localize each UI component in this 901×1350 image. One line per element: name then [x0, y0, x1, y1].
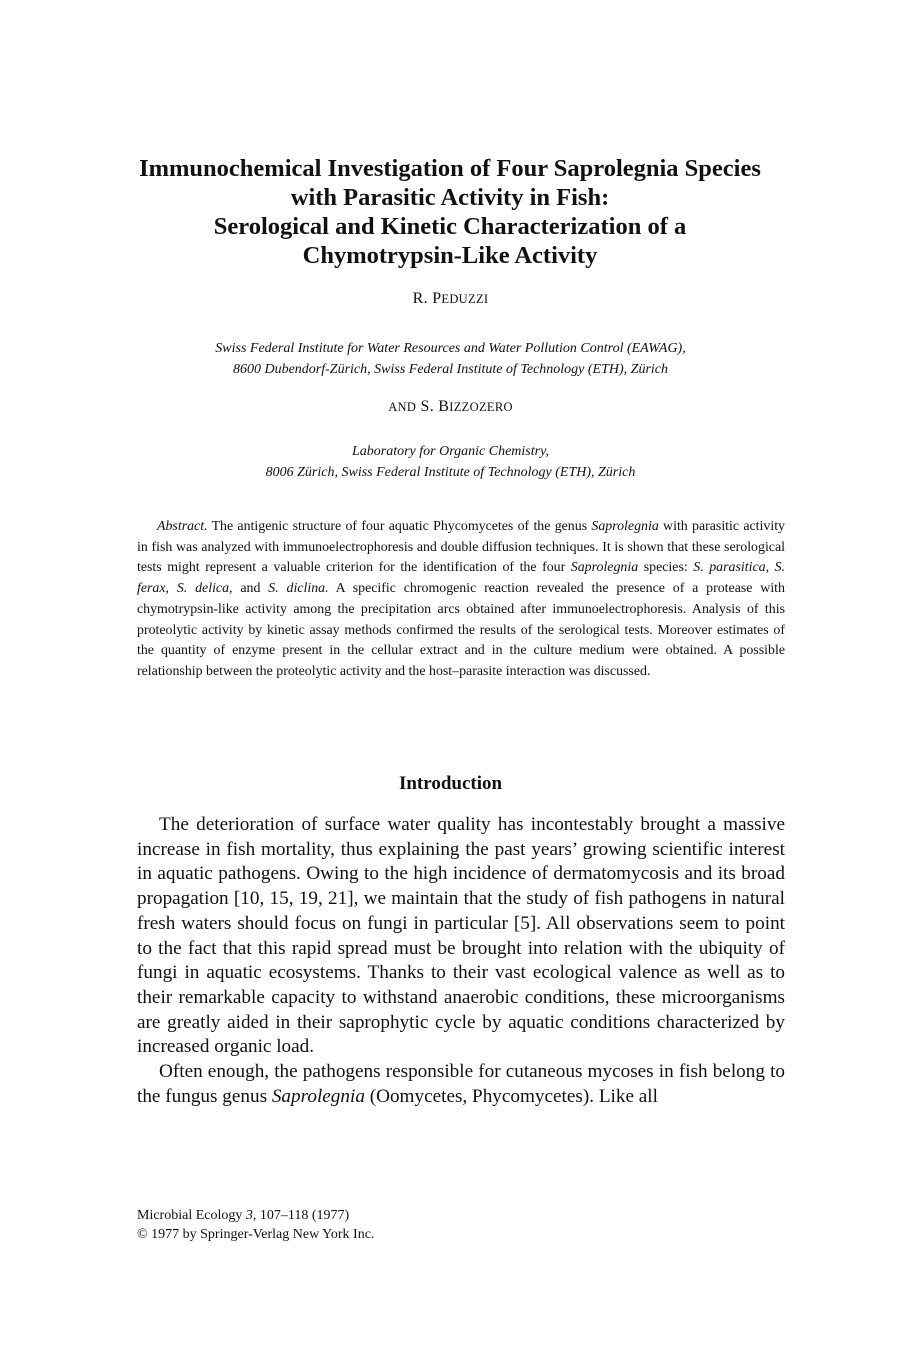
author-1: [0, 290, 901, 308]
abstract-species: S. parasitica, S. ferax, S. delica,: [137, 560, 786, 597]
affiliation-1: [0, 338, 901, 380]
introduction-body: [137, 813, 785, 1109]
copyright-line: © 1977 by Springer-Verlag New York Inc.: [137, 1227, 375, 1242]
journal-pages: 107–118 (1977): [256, 1208, 350, 1223]
title-line: with Parasitic Activity in Fish:: [290, 184, 610, 211]
author-1-name: EDUZZI: [441, 292, 489, 306]
intro-text: Often enough, the pathogens responsible for cutaneous mycoses in fish belong to the fungus genus: [137, 1061, 785, 1107]
affiliation-line: 8006 Zürich, Swiss Federal Institute of Technology (ETH), Zürich: [265, 465, 636, 480]
title-line: Chymotrypsin-Like Activity: [302, 242, 598, 269]
intro-genus: Saprolegnia: [271, 1085, 365, 1107]
author-2-initial: S. B: [420, 398, 450, 415]
section-heading-introduction: Introduction: [398, 773, 503, 794]
affiliation-line: Laboratory for Organic Chemistry,: [351, 444, 550, 459]
abstract-genus: Saprolegnia: [591, 519, 659, 534]
abstract-text: A specific chromogenic reaction revealed the presence of a protease with chymotrypsin-like activity among the precipitation arcs obtained after immunoelectrophoresis. Analysis of this proteolytic activity by kinetic assay methods confirmed the results of the serological tests. Moreover estimates of the quantity of enzyme present in the cellular extract and in the culture medium were obtained. A possible relationship between the proteolytic activity and the host–parasite interaction was discussed.: [137, 581, 785, 679]
affiliation-2: [0, 441, 901, 483]
author-2-name: IZZOZERO: [449, 400, 513, 414]
intro-text: (Oomycetes, Phycomycetes). Like all: [364, 1085, 658, 1107]
author-1-initial: R. P: [412, 290, 442, 307]
journal-volume: 3,: [245, 1208, 257, 1223]
author-2: [0, 398, 901, 416]
affiliation-line: Swiss Federal Institute for Water Resources and Water Pollution Control (EAWAG),: [215, 341, 686, 356]
intro-paragraph-1: The deterioration of surface water quality has incontestably brought a massive increase in fish mortality, thus explaining the past years’ growing scientific interest in aquatic pathogens. Owing to the high incidence of dermatomycosis and its broad propagation [10, 15, 19, 21], we maintain that the study of fish pathogens in natural fresh waters should focus on fungi in particular [5]. All observations seem to point to the fact that this rapid spread must be brought into relation with the ubiquity of fungi in aquatic ecosystems. Thanks to their vast ecological valence as well as to their remarkable capacity to withstand anaerobic conditions, these microorganisms are greatly aided in their saprophytic cycle by aquatic conditions characterized by increased organic load.: [137, 814, 785, 1058]
title-line: Immunochemical Investigation of Four Saprolegnia Species: [139, 155, 761, 182]
abstract-text: and: [232, 581, 269, 597]
abstract-label: Abstract.: [157, 519, 208, 534]
journal-citation: [137, 1206, 374, 1225]
abstract-genus: Saprolegnia: [570, 560, 639, 576]
footer-citation: [137, 1206, 374, 1244]
abstract-species: S. diclina.: [268, 581, 329, 597]
journal-name: Microbial Ecology: [137, 1208, 246, 1223]
paper-title: [100, 154, 800, 270]
abstract-text: The antigenic structure of four aquatic Phycomycetes of the genus: [207, 519, 592, 534]
intro-paragraph-2: [137, 1060, 785, 1109]
abstract-text: species:: [638, 560, 694, 576]
author-2-and: AND: [388, 400, 417, 414]
title-line: Serological and Kinetic Characterization of a: [213, 213, 687, 240]
abstract: [137, 517, 785, 683]
abstract-text: with parasitic activity in fish was analyzed with immunoelectrophoresis and double diffusion techniques. It is shown that these serological tests might represent a valuable criterion for the identification of the four: [137, 519, 785, 576]
affiliation-line: 8600 Dubendorf-Zürich, Swiss Federal Institute of Technology (ETH), Zürich: [232, 362, 669, 377]
